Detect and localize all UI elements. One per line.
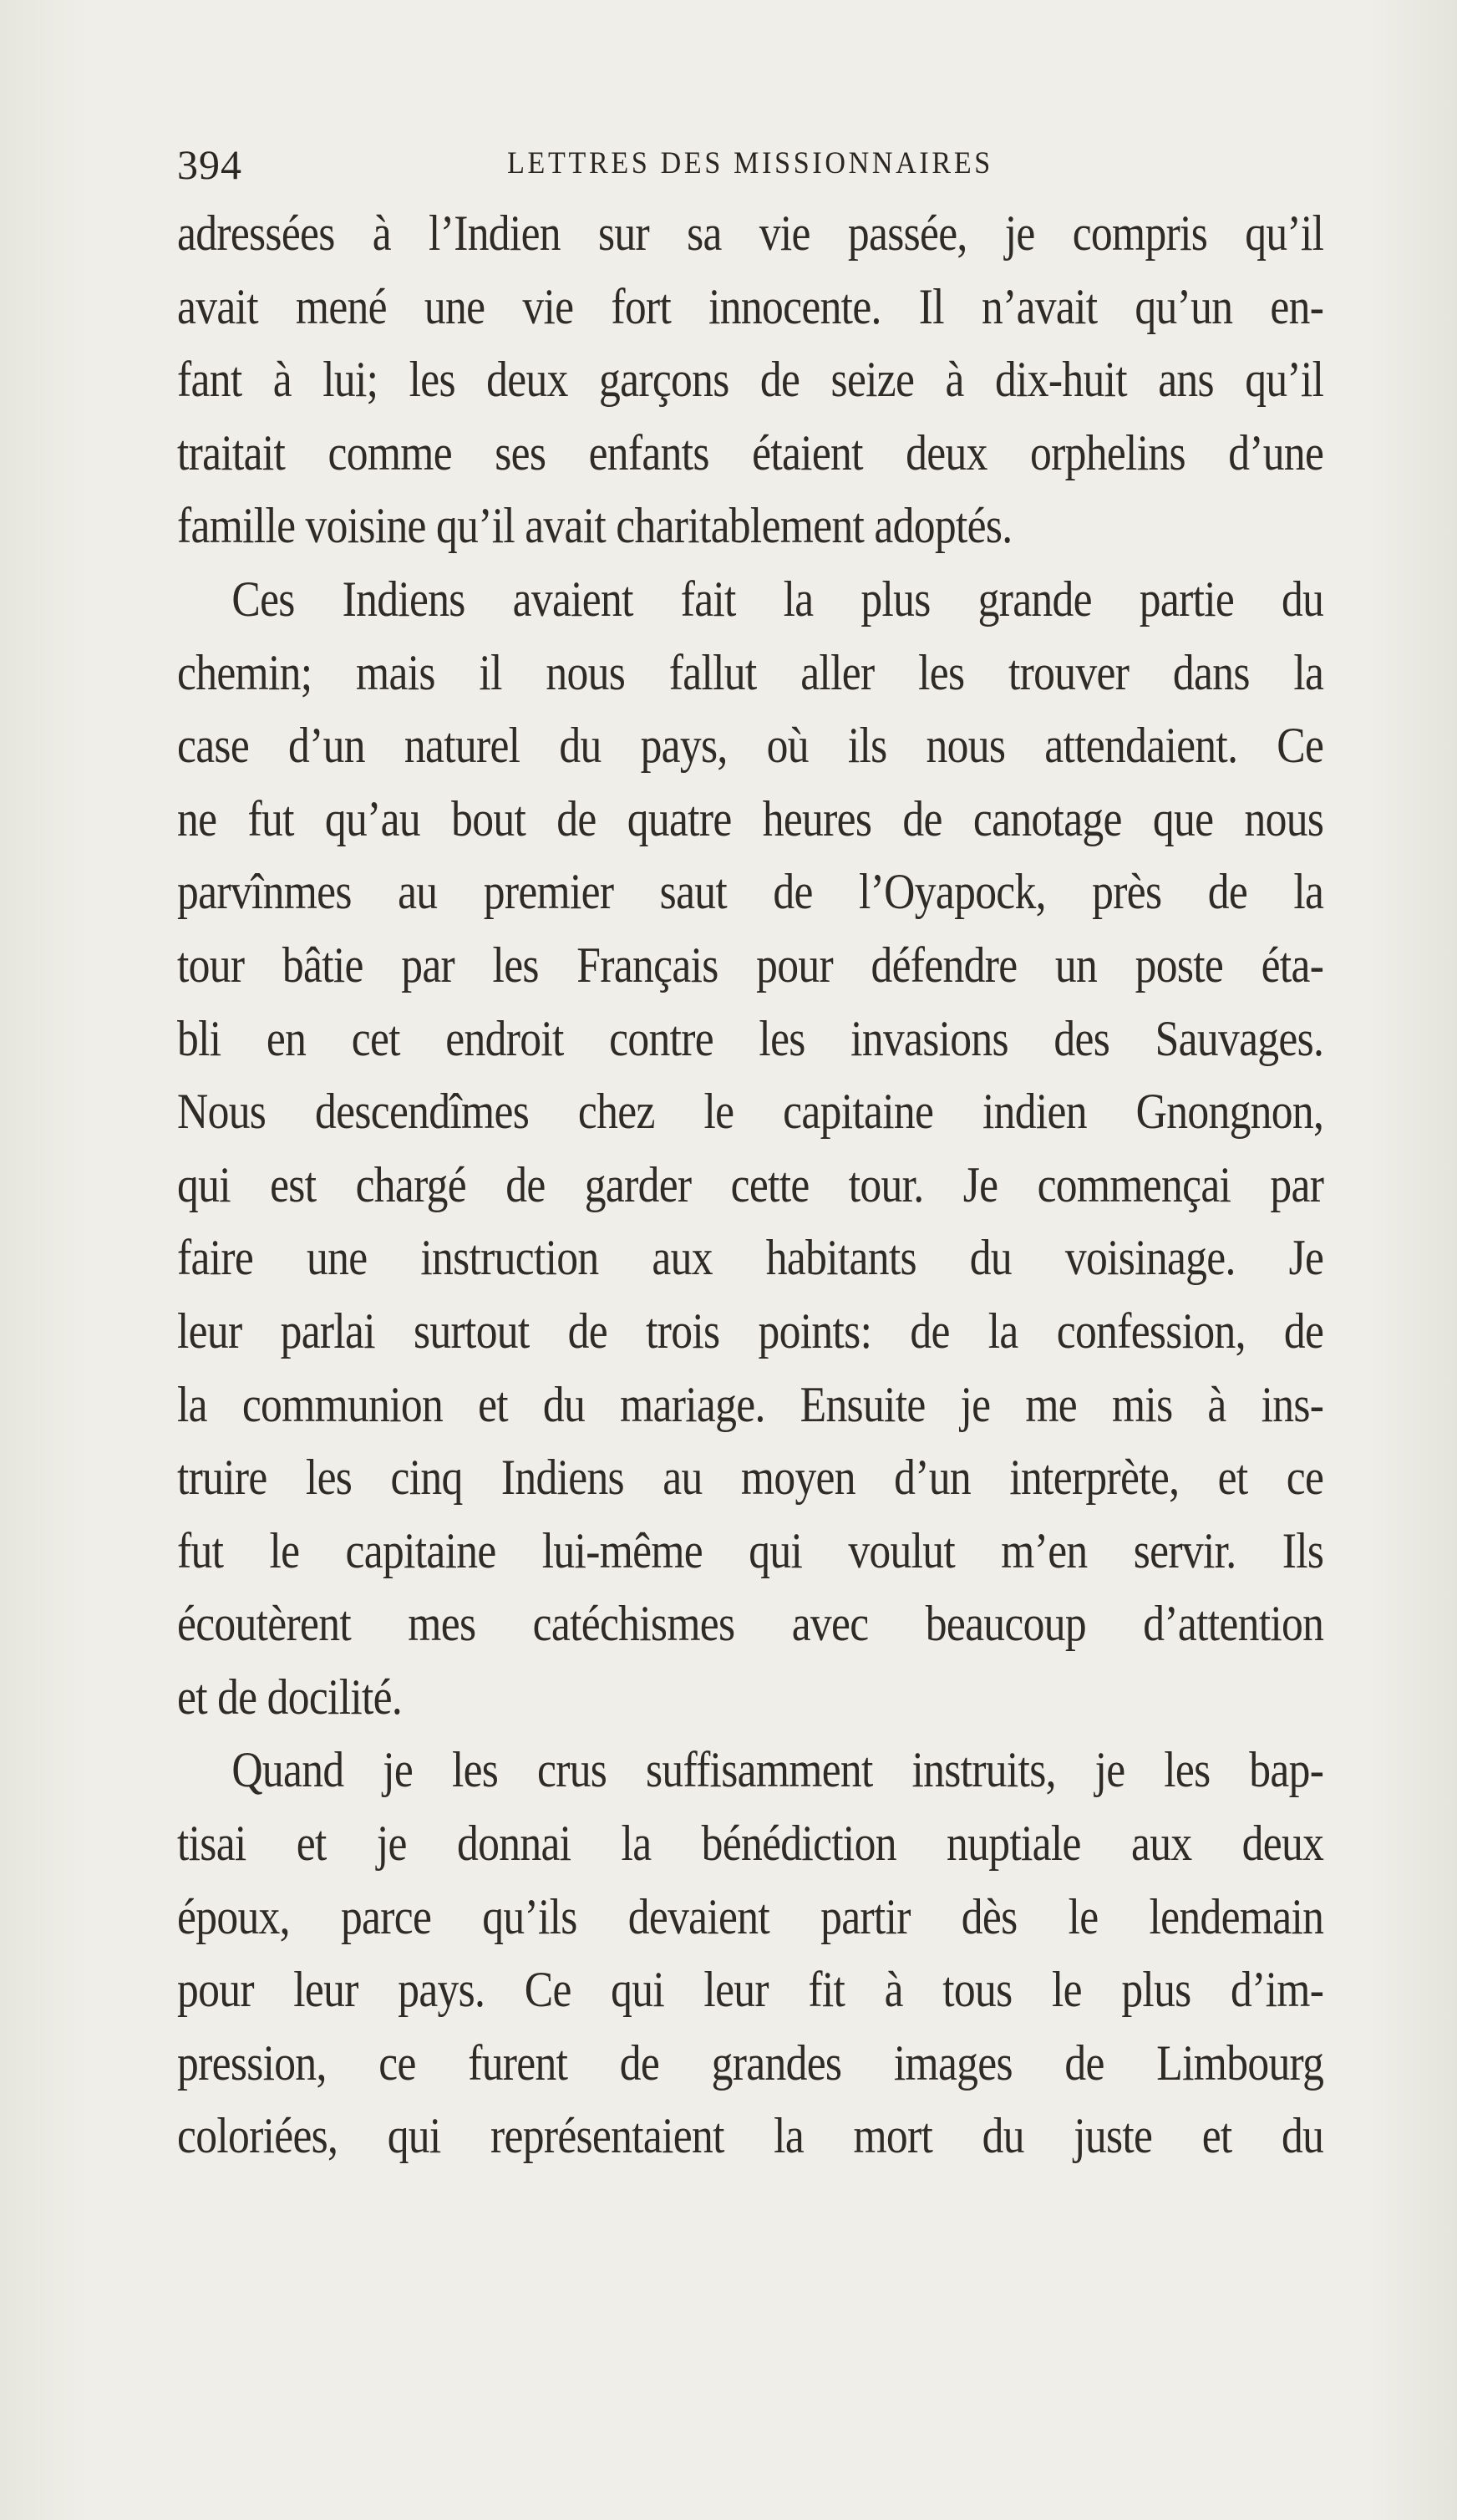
text-line: truire les cinq Indiens au moyen d’un interprète, et ce	[177, 1450, 1324, 1506]
running-title: LETTRES DES MISSIONNAIRES	[507, 146, 993, 180]
text-line: traitait comme ses enfants étaient deux orphelins d’une	[177, 424, 1324, 480]
body-text	[177, 197, 1323, 2173]
text-line: Ces Indiens avaient fait la plus grande partie du	[231, 571, 1324, 627]
text-line: la communion et du mariage. Ensuite je me mis à ins-	[177, 1376, 1324, 1432]
text-line: écoutèrent mes catéchismes avec beaucoup d’attention	[177, 1596, 1324, 1652]
text-line: leur parlai surtout de trois points: de la confession, de	[177, 1303, 1324, 1359]
text-line: pour leur pays. Ce qui leur fit à tous le plus d’im-	[177, 1962, 1324, 2018]
text-line: parvînmes au premier saut de l’Oyapock, près de la	[177, 864, 1324, 920]
text-line: famille voisine qu’il avait charitablement adoptés.	[177, 498, 1013, 554]
text-line: qui est chargé de garder cette tour. Je commençai par	[177, 1156, 1324, 1212]
text-line: case d’un naturel du pays, où ils nous attendaient. Ce	[177, 718, 1324, 774]
text-line: fut le capitaine lui-même qui voulut m’en servir. Ils	[177, 1522, 1324, 1578]
text-line: Nous descendîmes chez le capitaine indien Gnongnon,	[177, 1084, 1324, 1140]
text-line: coloriées, qui représentaient la mort du juste et du	[177, 2108, 1324, 2164]
text-line: faire une instruction aux habitants du voisinage. Je	[177, 1230, 1324, 1286]
text-line: chemin; mais il nous fallut aller les trouver dans la	[177, 644, 1324, 700]
text-line: avait mené une vie fort innocente. Il n’avait qu’un en-	[177, 278, 1324, 334]
text-line: ne fut qu’au bout de quatre heures de canotage que nous	[177, 790, 1324, 846]
text-line: et de docilité.	[177, 1669, 403, 1725]
text-line: bli en cet endroit contre les invasions des Sauvages.	[177, 1010, 1324, 1066]
text-line: adressées à l’Indien sur sa vie passée, je compris qu’il	[177, 206, 1324, 261]
text-line: tisai et je donnai la bénédiction nuptiale aux deux	[177, 1816, 1324, 1872]
text-line: pression, ce furent de grandes images de Limbourg	[177, 2035, 1324, 2091]
page-header	[177, 140, 1323, 199]
text-line: tour bâtie par les Français pour défendre un poste éta-	[177, 937, 1324, 993]
page-number: 394	[177, 141, 242, 188]
text-line: époux, parce qu’ils devaient partir dès le lendemain	[177, 1888, 1324, 1944]
text-line: Quand je les crus suffisamment instruits, je les bap-	[231, 1742, 1324, 1798]
text-line: fant à lui; les deux garçons de seize à dix-huit ans qu’il	[177, 352, 1324, 408]
